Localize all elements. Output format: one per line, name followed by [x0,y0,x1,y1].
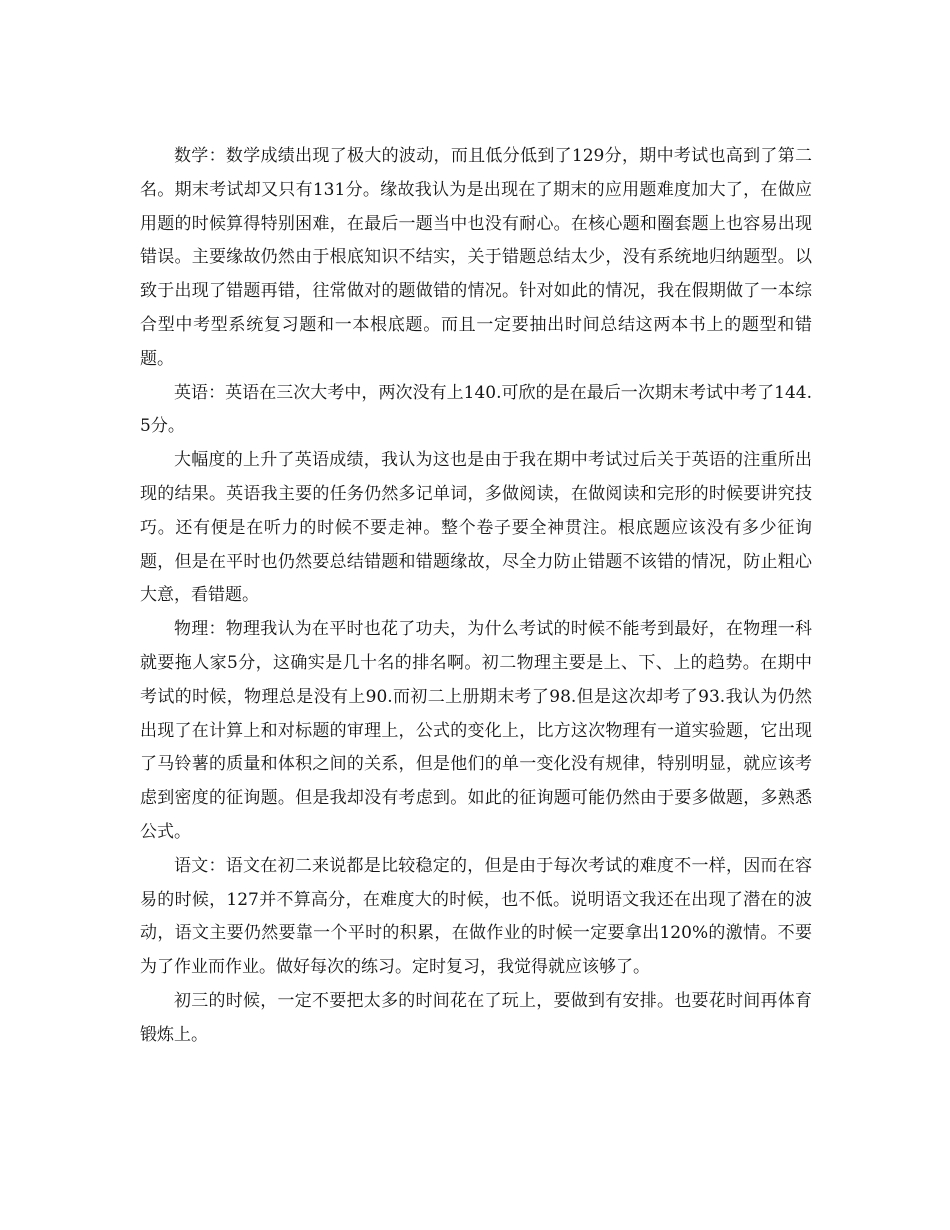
paragraph-grade-nine-plan: 初三的时候，一定不要把太多的时间花在了玩上，要做到有安排。也要花时间再体育锻炼上。 [140,990,812,1045]
document-body [140,140,812,1053]
paragraph-english-detail: 大幅度的上升了英语成绩，我认为这也是由于我在期中考试过后关于英语的注重所出现的结果。英语我主要的任务仍然多记单词，多做阅读，在做阅读和完形的时候要讲究技巧。还有便是在听力的时候不要走神。整个卷子要全神贯注。根底题应该没有多少征询题，但是在平时也仍然要总结错题和错题缘故，尽全力防止错题不该错的情况，防止粗心大意，看错题。 [140,450,812,606]
paragraph-math: 数学：数学成绩出现了极大的波动，而且低分低到了129分，期中考试也高到了第二名。期末考试却又只有131分。缘故我认为是出现在了期末的应用题难度加大了，在做应用题的时候算得特别困难，在最后一题当中也没有耐心。在核心题和圈套题上也容易出现错误。主要缘故仍然由于根底知识不结实，关于错题总结太少，没有系统地归纳题型。以致于出现了错题再错，往常做对的题做错的情况。针对如此的情况，我在假期做了一本综合型中考型系统复习题和一本根底题。而且一定要抽出时间总结这两本书上的题型和错题。 [140,146,812,369]
paragraph-chinese: 语文：语文在初二来说都是比较稳定的，但是由于每次考试的难度不一样，因而在容易的时候，127并不算高分，在难度大的时候，也不低。说明语文我还在出现了潜在的波动，语文主要仍然要靠一个平时的积累，在做作业的时候一定要拿出120%的激情。不要为了作业而作业。做好每次的练习。定时复习，我觉得就应该够了。 [140,855,812,978]
paragraph-physics: 物理：物理我认为在平时也花了功夫，为什么考试的时候不能考到最好，在物理一科就要拖人家5分，这确实是几十名的排名啊。初二物理主要是上、下、上的趋势。在期中考试的时候，物理总是没有上90.而初二上册期末考了98.但是这次却考了93.我认为仍然出现了在计算上和对标题的审理上，公式的变化上，比方这次物理有一道实验题，它出现了马铃薯的质量和体积之间的关系，但是他们的单一变化没有规律，特别明显，就应该考虑到密度的征询题。但是我却没有考虑到。如此的征询题可能仍然由于要多做题，多熟悉公式。 [140,619,812,842]
paragraph-english: 英语：英语在三次大考中，两次没有上140.可欣的是在最后一次期末考试中考了144.5分。 [140,382,812,437]
